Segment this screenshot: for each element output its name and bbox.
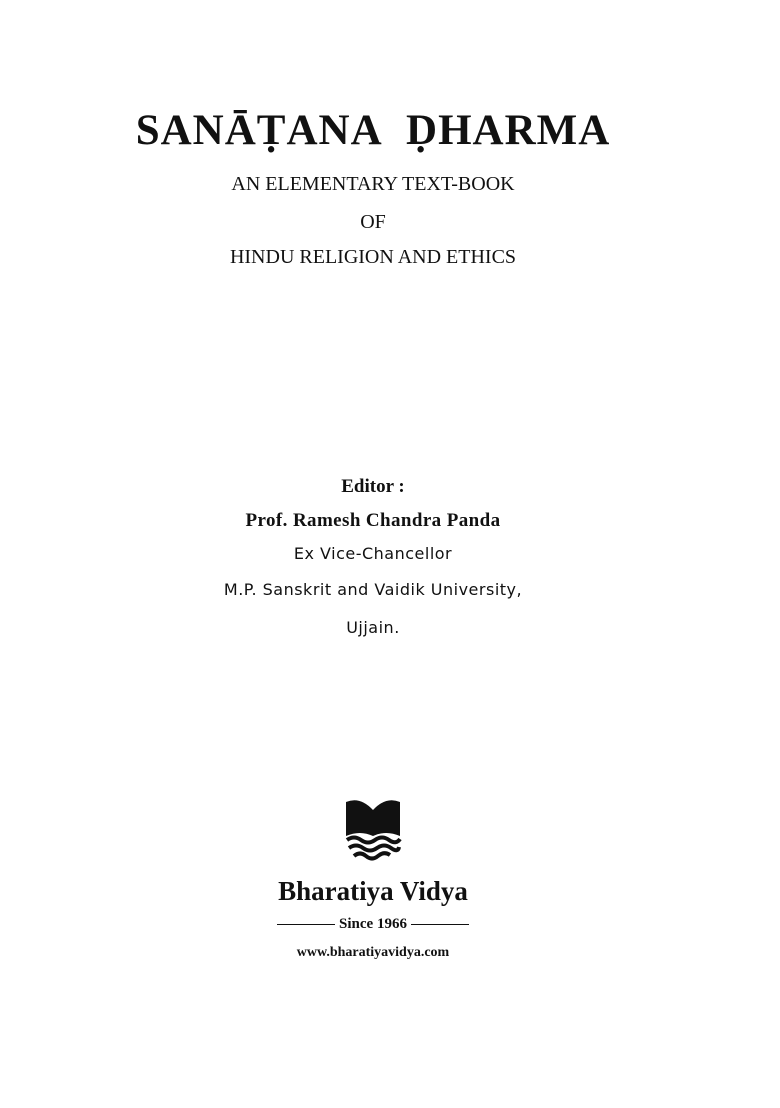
publisher-name: Bharatiya Vidya: [278, 876, 468, 906]
divider: [277, 924, 335, 926]
editor-name: Prof. Ramesh Chandra Panda: [245, 510, 501, 531]
book-title: SANĀṬANA ḌHARMA: [135, 107, 611, 154]
divider: [411, 924, 469, 926]
editor-label: Editor :: [341, 476, 405, 497]
editor-institution: M.P. Sanskrit and Vaidik University,: [223, 580, 523, 599]
subtitle-line-2: OF: [360, 211, 386, 233]
subtitle-line-1: AN ELEMENTARY TEXT-BOOK: [231, 173, 515, 195]
publisher-website: www.bharatiyavidya.com: [296, 945, 450, 960]
subtitle-line-3: HINDU RELIGION AND ETHICS: [229, 246, 517, 268]
book-waves-logo-icon: [344, 798, 402, 864]
since-text: Since 1966: [339, 916, 407, 932]
publisher-since: [0, 916, 746, 933]
editor-position: Ex Vice-Chancellor: [293, 544, 453, 563]
editor-city: Ujjain.: [346, 618, 400, 637]
